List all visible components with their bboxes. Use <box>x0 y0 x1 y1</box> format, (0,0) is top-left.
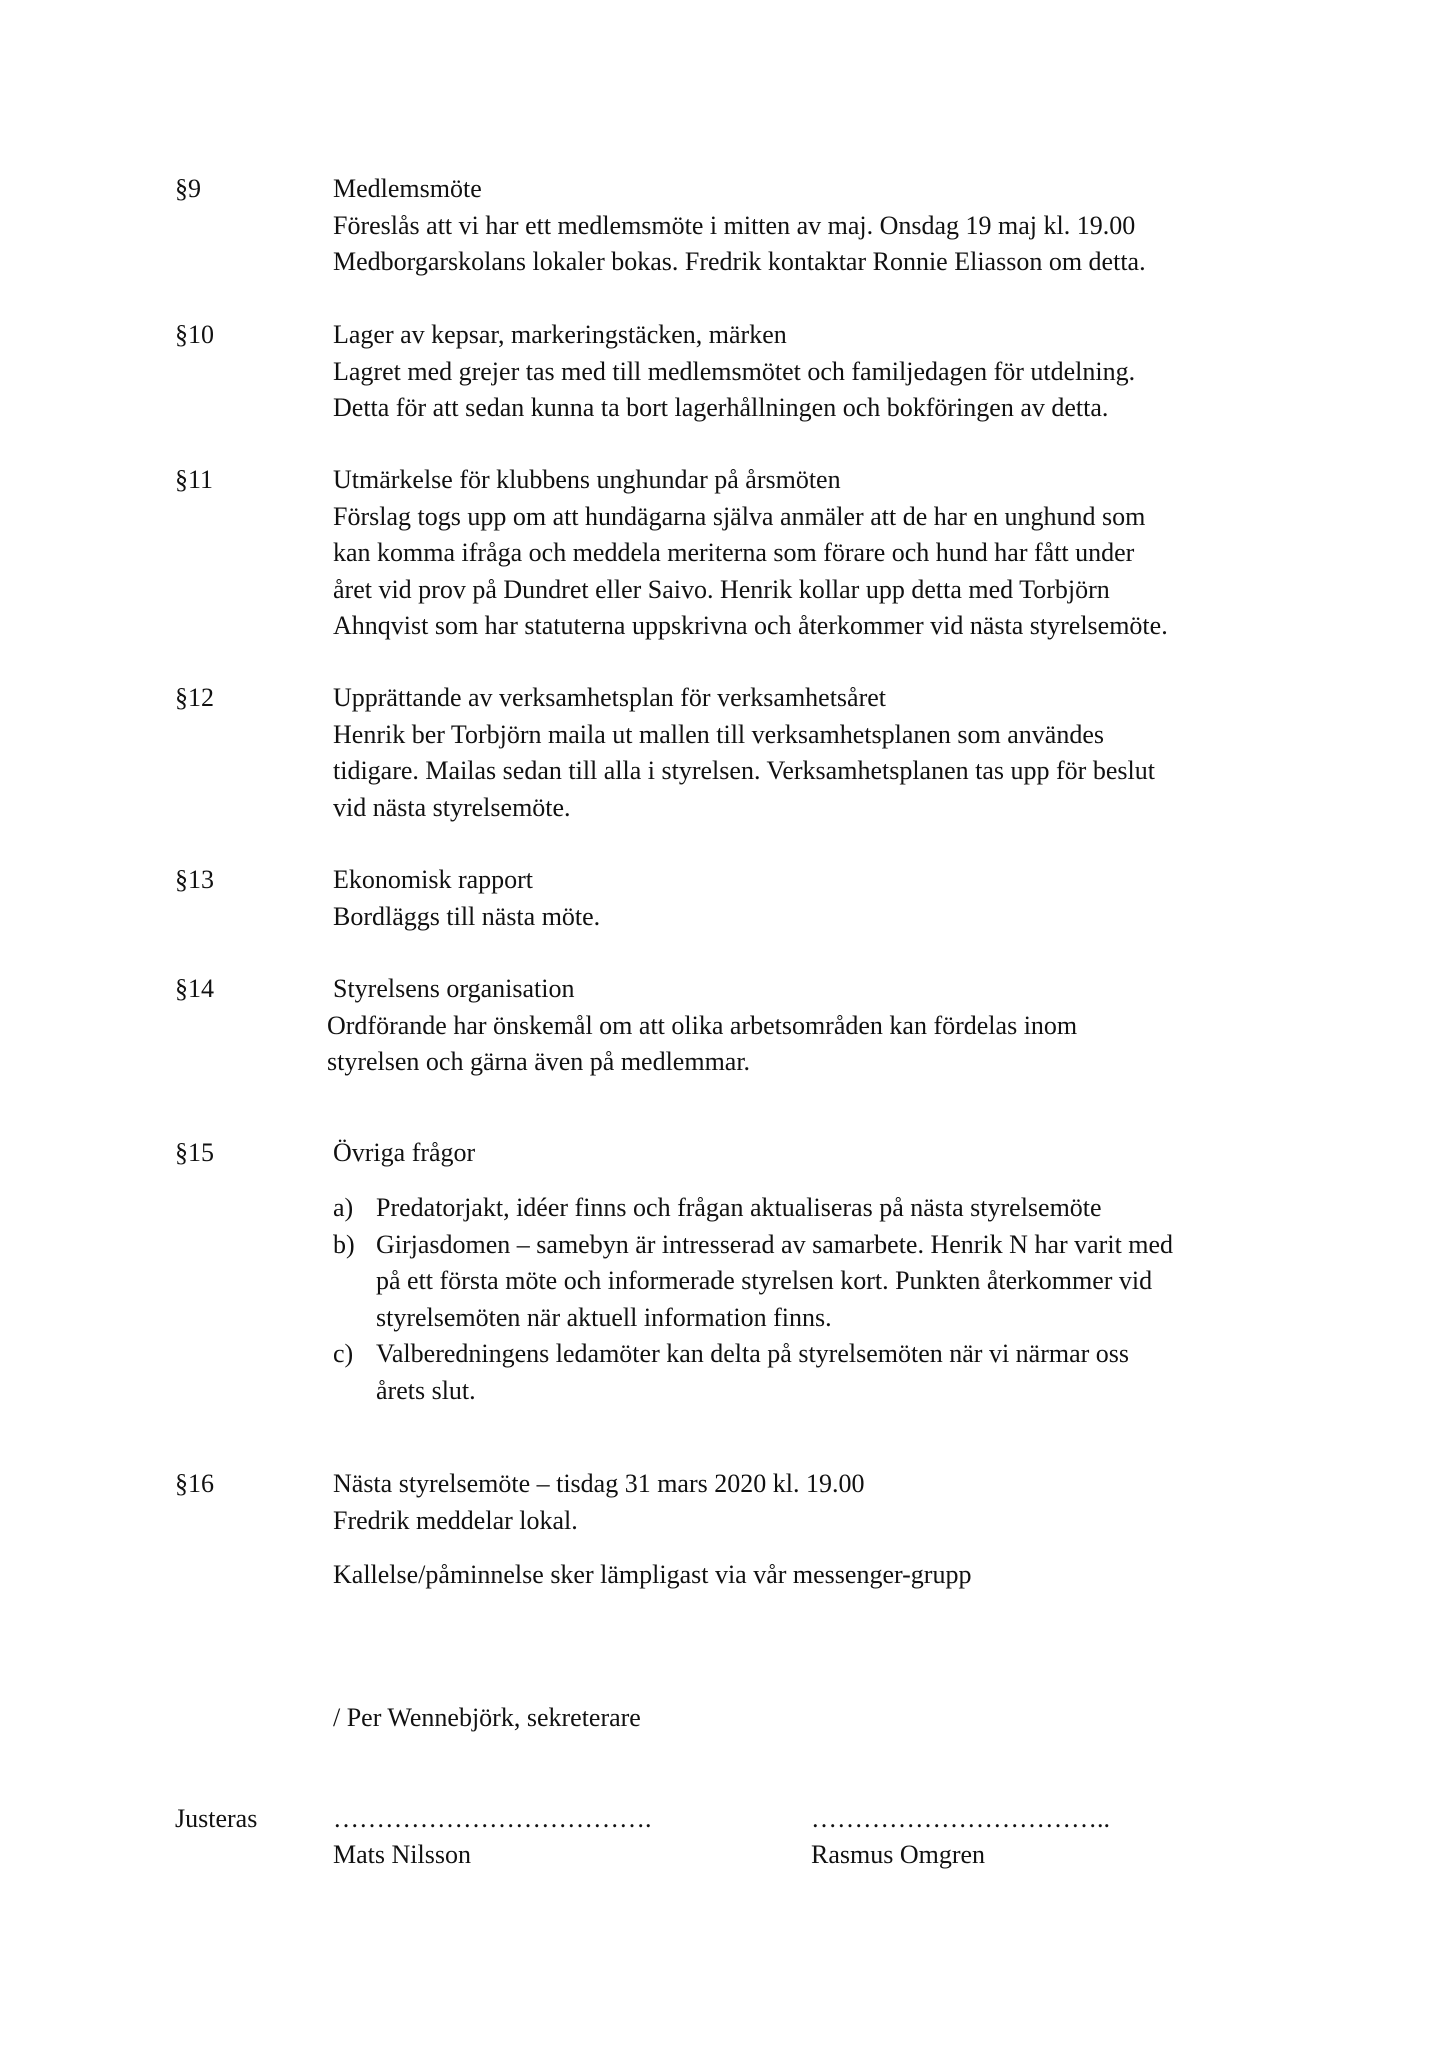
section-number: §14 <box>175 974 214 1003</box>
section-list <box>333 1190 1343 1409</box>
list-marker: c) <box>333 1339 354 1368</box>
list-item-line: Valberedningens ledamöter kan delta på styrelsemöten när vi närmar oss <box>376 1339 1130 1368</box>
signature-block-2 <box>811 1801 1110 1873</box>
section-number: §11 <box>175 465 214 494</box>
section-body <box>333 171 1343 281</box>
section-body <box>333 462 1343 645</box>
section-title: Medlemsmöte <box>333 174 482 203</box>
section-text-line: kan komma ifråga och meddela meriterna som förare och hund har fått under <box>333 538 1135 567</box>
section-number: §16 <box>175 1469 214 1498</box>
list-item-line: årets slut. <box>376 1375 476 1405</box>
section-title: Ekonomisk rapport <box>333 865 534 894</box>
list-item <box>333 1336 1343 1409</box>
section-text-line: Ordförande har önskemål om att olika arbetsområden kan fördelas inom <box>327 1010 1078 1040</box>
section-body-continued <box>327 1008 1337 1081</box>
section-text-line: Fredrik meddelar lokal. <box>333 1505 578 1535</box>
section-text-line: Henrik ber Torbjörn maila ut mallen till verksamhetsplanen som användes <box>333 719 1104 749</box>
section-body <box>333 862 1343 935</box>
section-text-line: Ahnqvist som har statuterna uppskrivna och återkommer vid nästa styrelsemöte. <box>333 611 1168 640</box>
section-title: Upprättande av verksamhetsplan för verksamhetsåret <box>333 683 887 712</box>
list-item <box>333 1227 1343 1337</box>
signature-line: ………………………………. <box>333 1804 652 1833</box>
secretary-name: / Per Wennebjörk, sekreterare <box>333 1703 641 1732</box>
justeras-label: Justeras <box>175 1804 258 1833</box>
signature-block-1 <box>333 1801 652 1873</box>
section-text-line: Detta för att sedan kunna ta bort lagerhållningen och bokföringen av detta. <box>333 393 1109 422</box>
section-number: §13 <box>175 865 214 894</box>
section-body <box>333 1135 1343 1172</box>
section-title: Nästa styrelsemöte – tisdag 31 mars 2020 kl. 19.00 <box>333 1469 865 1498</box>
section-body <box>333 971 1343 1008</box>
section-number: §12 <box>175 683 214 712</box>
section-note: Kallelse/påminnelse sker lämpligast via vår messenger-grupp <box>333 1560 972 1589</box>
section-text-line: styrelsen och gärna även på medlemmar. <box>327 1047 751 1076</box>
section-body <box>333 317 1343 427</box>
list-marker: b) <box>333 1229 355 1259</box>
list-item <box>333 1190 1343 1227</box>
section-title: Utmärkelse för klubbens unghundar på årsmöten <box>333 465 841 494</box>
list-item-line: Predatorjakt, idéer finns och frågan aktualiseras på nästa styrelsemöte <box>376 1193 1102 1222</box>
section-text-line: Medborgarskolans lokaler bokas. Fredrik kontaktar Ronnie Eliasson om detta. <box>333 247 1146 276</box>
section-body <box>333 680 1343 826</box>
section-number: §10 <box>175 320 214 349</box>
list-marker: a) <box>333 1193 354 1222</box>
section-text-line: Bordläggs till nästa möte. <box>333 901 601 931</box>
signature-line: …………………………….. <box>811 1804 1110 1833</box>
section-title: Styrelsens organisation <box>333 974 575 1003</box>
section-text-line: vid nästa styrelsemöte. <box>333 792 571 822</box>
section-title: Övriga frågor <box>333 1138 476 1167</box>
section-body <box>333 1466 1343 1594</box>
list-item-line: styrelsemöten när aktuell information finns. <box>376 1302 832 1332</box>
signer-name: Rasmus Omgren <box>811 1840 986 1869</box>
section-text-line: året vid prov på Dundret eller Saivo. Henrik kollar upp detta med Torbjörn <box>333 574 1110 604</box>
secretary-body <box>333 1700 1343 1737</box>
section-text-line: Förslag togs upp om att hundägarna själva anmäler att de har en unghund som <box>333 501 1146 531</box>
section-number: §9 <box>175 174 201 203</box>
section-text-line: Lagret med grejer tas med till medlemsmötet och familjedagen för utdelning. <box>333 356 1136 386</box>
section-number: §15 <box>175 1138 214 1167</box>
section-title: Lager av kepsar, markeringstäcken, märken <box>333 320 787 349</box>
section-text-line: Föreslås att vi har ett medlemsmöte i mitten av maj. Onsdag 19 maj kl. 19.00 <box>333 210 1136 240</box>
list-item-line: Girjasdomen – samebyn är intresserad av samarbete. Henrik N har varit med <box>376 1229 1174 1259</box>
section-text-line: tidigare. Mailas sedan till alla i styrelsen. Verksamhetsplanen tas upp för beslut <box>333 756 1155 785</box>
list-item-line: på ett första möte och informerade styrelsen kort. Punkten återkommer vid <box>376 1266 1153 1295</box>
signer-name: Mats Nilsson <box>333 1840 471 1869</box>
